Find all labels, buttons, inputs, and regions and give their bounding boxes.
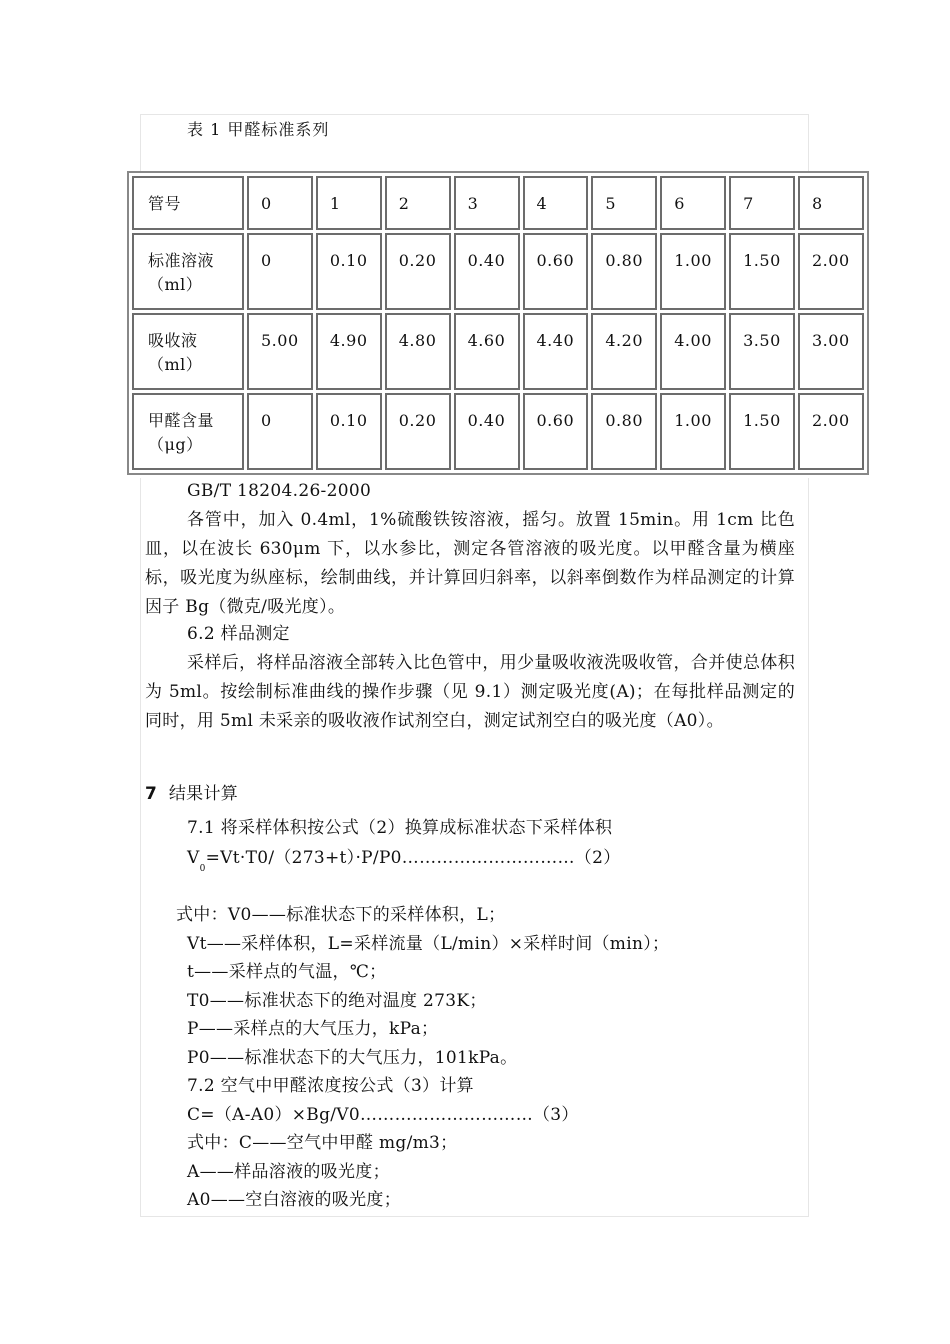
table-cell: 0.20 (385, 233, 451, 310)
table-cell: 0.40 (454, 233, 520, 310)
subsection-7-2: 7.2 空气中甲醛浓度按公式（3）计算 (187, 1076, 474, 1096)
definition-t0: T0——标准状态下的绝对温度 273K； (187, 991, 487, 1011)
row-label: 甲醛含量（μg） (132, 393, 244, 470)
row-label: 标准溶液（ml） (132, 233, 244, 310)
table-cell: 8 (798, 176, 864, 230)
table-cell: 7 (729, 176, 795, 230)
subsection-7-1: 7.1 将采样体积按公式（2）换算成标准状态下采样体积 (187, 818, 613, 838)
table-cell: 1 (316, 176, 382, 230)
table-row (132, 393, 864, 470)
table-cell: 0.10 (316, 393, 382, 470)
table-cell: 4 (523, 176, 589, 230)
section-heading-6-2: 6.2 样品测定 (187, 624, 290, 644)
table-cell: 0.60 (523, 393, 589, 470)
where-clause-2: 式中：C——空气中甲醛 mg/m3； (187, 1133, 458, 1153)
table-cell: 0 (247, 176, 313, 230)
formula-subscript: 0 (199, 864, 206, 874)
table-cell: 0.80 (591, 393, 657, 470)
table-cell: 3.50 (729, 313, 795, 390)
table-cell: 0.20 (385, 393, 451, 470)
table-row (132, 176, 864, 230)
section-heading-7 (145, 784, 238, 804)
table-cell: 1.00 (660, 393, 726, 470)
section-number: 7 (145, 784, 158, 804)
table-cell: 0.60 (523, 233, 589, 310)
table-cell: 1.00 (660, 233, 726, 310)
standard-series-table (127, 171, 869, 475)
table-cell: 6 (660, 176, 726, 230)
table-cell: 2.00 (798, 393, 864, 470)
table-cell: 4.60 (454, 313, 520, 390)
table-cell: 4.00 (660, 313, 726, 390)
definition-vt: Vt——采样体积，L=采样流量（L/min）×采样时间（min）； (187, 934, 670, 954)
definition-a: A——样品溶液的吸光度； (187, 1162, 390, 1182)
table-cell: 1.50 (729, 233, 795, 310)
paragraph-calibration: 各管中，加入 0.4ml，1%硫酸铁铵溶液，摇匀。放置 15min。用 1cm 比色皿，以在波长 630μm 下，以水参比，测定各管溶液的吸光度。以甲醛含量为横座标，吸光度为纵座标，绘制曲线，并计算回归斜率，以斜率倒数作为样品测定的计算因子 Bg（微克/吸光度）。 (145, 510, 795, 617)
definition-p0: P0——标准状态下的大气压力，101kPa。 (187, 1048, 518, 1068)
formula-2 (187, 848, 621, 874)
table-row (132, 233, 864, 310)
table-cell: 0.80 (591, 233, 657, 310)
table-cell: 0.40 (454, 393, 520, 470)
table-cell: 2 (385, 176, 451, 230)
table-cell: 4.20 (591, 313, 657, 390)
definition-t: t——采样点的气温，℃； (187, 962, 387, 982)
table-cell: 4.40 (523, 313, 589, 390)
table-cell: 5 (591, 176, 657, 230)
table-cell: 5.00 (247, 313, 313, 390)
formula-3: C=（A-A0）×Bg/V0…………………………（3） (187, 1105, 579, 1125)
definition-a0: A0——空白溶液的吸光度； (187, 1190, 401, 1210)
row-label: 吸收液（ml） (132, 313, 244, 390)
row-label: 管号 (132, 176, 244, 230)
section-title: 结果计算 (168, 784, 239, 804)
table-cell: 3 (454, 176, 520, 230)
table-caption: 表 1 甲醛标准系列 (187, 120, 330, 139)
table-cell: 4.80 (385, 313, 451, 390)
table-row (132, 313, 864, 390)
table-cell: 2.00 (798, 233, 864, 310)
table-cell: 1.50 (729, 393, 795, 470)
table-cell: 4.90 (316, 313, 382, 390)
table-cell: 0.10 (316, 233, 382, 310)
paragraph-sample-measurement: 采样后，将样品溶液全部转入比色管中，用少量吸收液洗吸收管，合并使总体积为 5ml。按绘制标准曲线的操作步骤（见 9.1）测定吸光度(A)；在每批样品测定的同时，用 5ml 未采亲的吸收液作试剂空白，测定试剂空白的吸光度（A0）。 (145, 653, 795, 731)
standard-reference: GB/T 18204.26-2000 (187, 481, 372, 501)
formula-rest: =Vt·T0/（273+t）·P/P0…………………………（2） (205, 848, 621, 868)
table-cell: 0 (247, 393, 313, 470)
formula-v: V (187, 848, 200, 868)
where-clause-1: 式中：V0——标准状态下的采样体积，L； (176, 905, 506, 925)
table-cell: 0 (247, 233, 313, 310)
definition-p: P——采样点的大气压力，kPa； (187, 1019, 439, 1039)
table-cell: 3.00 (798, 313, 864, 390)
